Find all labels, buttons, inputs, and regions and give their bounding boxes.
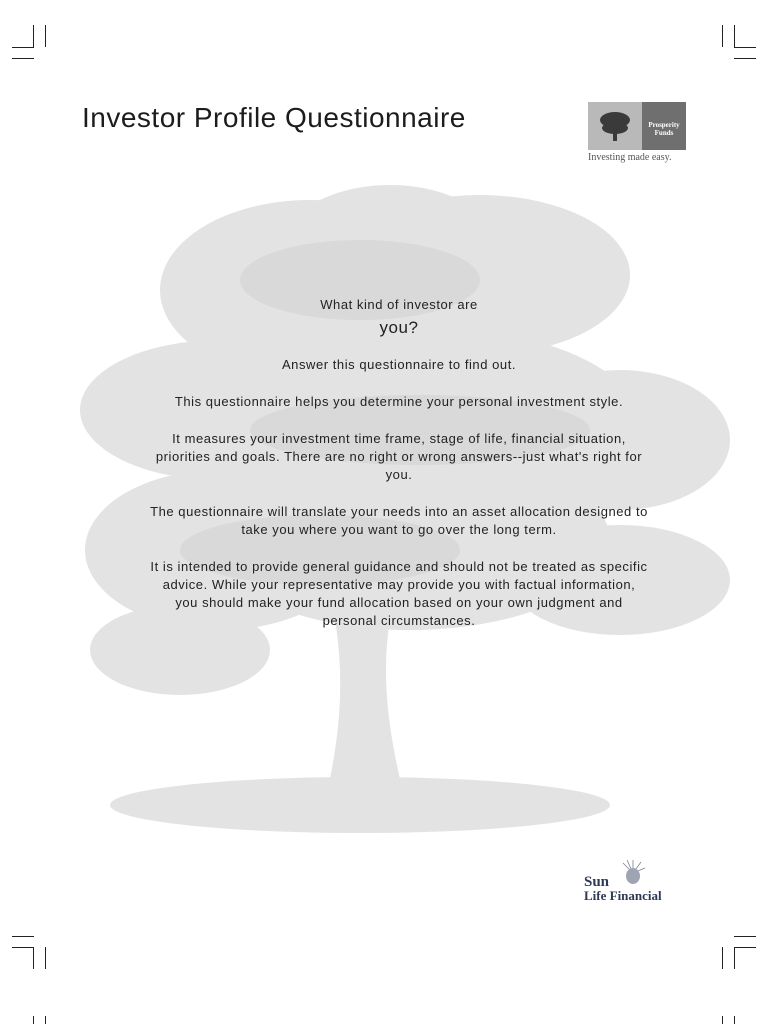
page-title: Investor Profile Questionnaire	[82, 102, 466, 133]
brand-tagline: Investing made easy.	[588, 152, 672, 163]
sun-life-financial-logo	[582, 858, 692, 908]
intro-text-block	[150, 296, 648, 630]
tree-icon	[588, 102, 642, 150]
brand-name: Prosperity Funds	[648, 121, 680, 137]
prosperity-funds-logo	[588, 102, 688, 163]
paragraph-disclaimer: It is intended to provide general guidance and should not be treated as specific advice. While your representative may provide you with factual information, you should make your fund allocation based on your own judgment and personal circumstances.	[150, 559, 648, 628]
paragraph-find-out: Answer this questionnaire to find out.	[281, 357, 517, 372]
paragraph-asset-allocation: The questionnaire will translate your needs into an asset allocation designed to take you where you want to go over the long term.	[150, 504, 648, 537]
paragraph-investment-style: This questionnaire helps you determine your personal investment style.	[174, 394, 624, 409]
company-name-line2: Life Financial	[584, 888, 662, 903]
company-name-line1: Sun	[584, 874, 610, 890]
question-emphasis: you?	[379, 318, 419, 337]
question-line: What kind of investor are	[320, 297, 478, 312]
paragraph-time-frame: It measures your investment time frame, stage of life, financial situation, priorities and goals. There are no right or wrong answers--just what's right for you.	[155, 431, 643, 482]
sun-icon	[618, 858, 648, 888]
